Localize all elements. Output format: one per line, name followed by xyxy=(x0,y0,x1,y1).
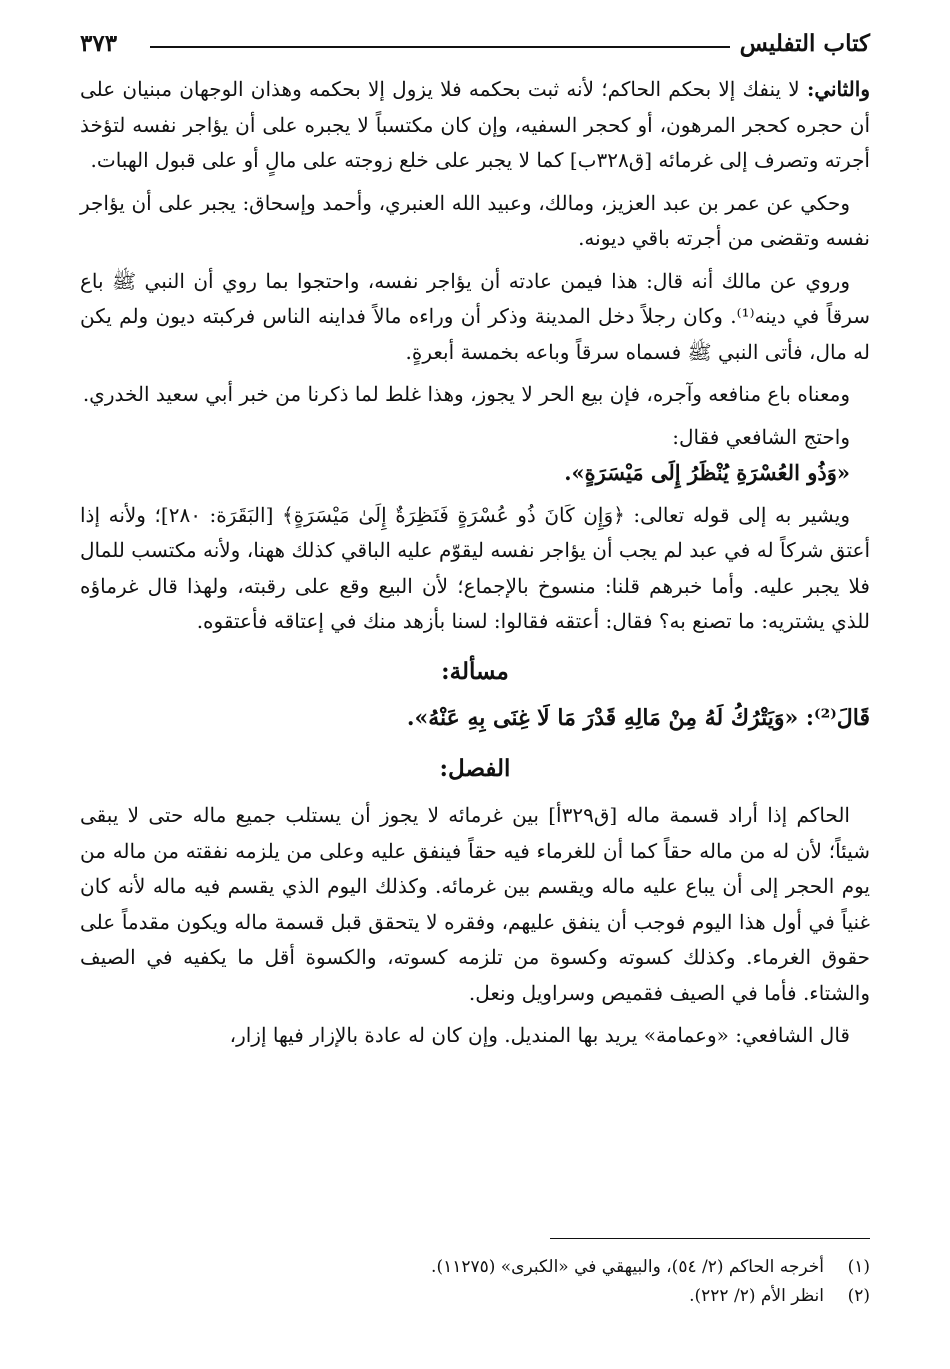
footnote-number: (١) xyxy=(847,1257,870,1277)
paragraph-6: ويشير به إلى قوله تعالى: ﴿وَإِن كَانَ ذُو عُسْرَةٍ فَنَظِرَةٌ إِلَىٰ مَيْسَرَةٍ﴾ [البَقَرَة: ٢٨٠]؛ ولأنه إذا أعتق شركاً له في عبد لم يجب أن يؤاجر نفسه ليقوّم عليه الباقي كذلك ههنا، ولأنه مكتسب للمال فلا يجبر عليه. وأما خبرهم قلنا: منسوخ بالإجماع؛ لأن البيع وقع على رقبته، ولهذا قال غرماؤه للذي يشتريه: ما تصنع به؟ فقال: أعتقه فقالوا: لسنا بأزهد منك في إعتاقه فأعتقوه. xyxy=(80,502,870,633)
quoted-text: «وَذُو العُسْرَةِ يُنْظَرُ إِلَى مَيْسَرَةٍ». xyxy=(564,460,850,485)
paragraph-text: لا ينفك إلا بحكم الحاكم؛ لأنه ثبت بحكمه فلا يزول إلا بحكمه وهذان الوجهان مبنيان على أن حجره كحجر المرهون، أو كحجر السفيه، وإن كان مكتسباً لا يجبره على أن يؤاجر نفسه لتؤخذ أجرته وتصرف إلى غرمائه [ق٣٢٨ب] كما لا يجبر على خلع زوجته على مالٍ أو على قبول الهبات. xyxy=(80,77,870,172)
footnote-text: انظر الأم (٢/ ٢٢٢). xyxy=(689,1286,824,1306)
page-number: ٣٧٣ xyxy=(80,30,118,57)
footnotes xyxy=(80,1238,870,1311)
paragraph-4: ومعناه باع منافعه وآجره، فإن بيع الحر لا يجوز، وهذا غلط لما ذكرنا من خبر أبي سعيد الخدري. xyxy=(82,382,850,406)
paragraph-3: وروي عن مالك أنه قال: هذا فيمن عادته أن يؤاجر نفسه، واحتجوا بما روي أن النبي ﷺ باع سرقاً في دينه⁽¹⁾. وكان رجلاً دخل المدينة وذكر أن وراءه مالاً فداينه الناس فركبته ديون ولم يكن له مال، فأتى النبي ﷺ فسماه سرقاً وباعه بخمسة أبعرةٍ. xyxy=(80,268,870,364)
footnote-text: أخرجه الحاكم (٢/ ٥٤)، والبيهقي في «الكبرى» (١١٢٧٥). xyxy=(431,1257,824,1277)
footnote-1 xyxy=(80,1253,870,1282)
paragraph-7: الحاكم إذا أراد قسمة ماله [ق٣٢٩أ] بين غرمائه لا يجوز أن يستلب جميع ماله حتى لا يبقى شيئاً؛ لأن له من ماله حقاً كما أن للغرماء فيه حقاً فينفق عليه وعلى من يلزمه نفقته من ماله من يوم الحجر إلى أن يباع عليه ماله ويقسم بين غرمائه. وكذلك اليوم الذي يقسم فيه ماله لأنه كان غنياً في أول هذا اليوم فوجب أن ينفق عليهم، وفقره لا يتحقق قبل قسمة ماله ويكون مقدماً على حقوق الغرماء. وكذلك كسوته وكسوة من تلزمه كسوته، والكسوة أقل ما يكفيه في الصيف والشتاء. فأما في الصيف فقميص وسراويل ونعل. xyxy=(80,803,870,1005)
header-rule xyxy=(150,46,730,48)
footnote-2 xyxy=(80,1282,870,1311)
page-header xyxy=(80,24,870,64)
matn-text: قَالَ⁽²⁾: «وَيَتْرُكُ لَهُ مِنْ مَالِهِ قَدْرَ مَا لَا غِنَى بِهِ عَنْهُ». xyxy=(406,705,870,731)
paragraph-5: واحتج الشافعي فقال: xyxy=(672,424,850,449)
paragraph-1 xyxy=(80,72,870,179)
footnote-separator xyxy=(550,1238,870,1239)
book-title: كتاب التفليس xyxy=(739,30,870,57)
paragraph-2: وحكي عن عمر بن عبد العزيز، ومالك، وعبيد الله العنبري، وأحمد وإسحاق: يجبر على أن يؤاجر نفسه وتقضى من أجرته باقي ديونه. xyxy=(80,190,870,250)
section-heading-masala: مسألة: xyxy=(441,657,509,685)
section-heading-fasl: الفصل: xyxy=(439,754,511,782)
paragraph-lead: والثاني: xyxy=(806,77,870,101)
paragraph-8: قال الشافعي: «وعمامة» يريد بها المنديل. وإن كان له عادة بالإزار فيها إزار، xyxy=(229,1023,850,1047)
footnote-number: (٢) xyxy=(847,1286,870,1306)
page-body xyxy=(80,72,870,1061)
